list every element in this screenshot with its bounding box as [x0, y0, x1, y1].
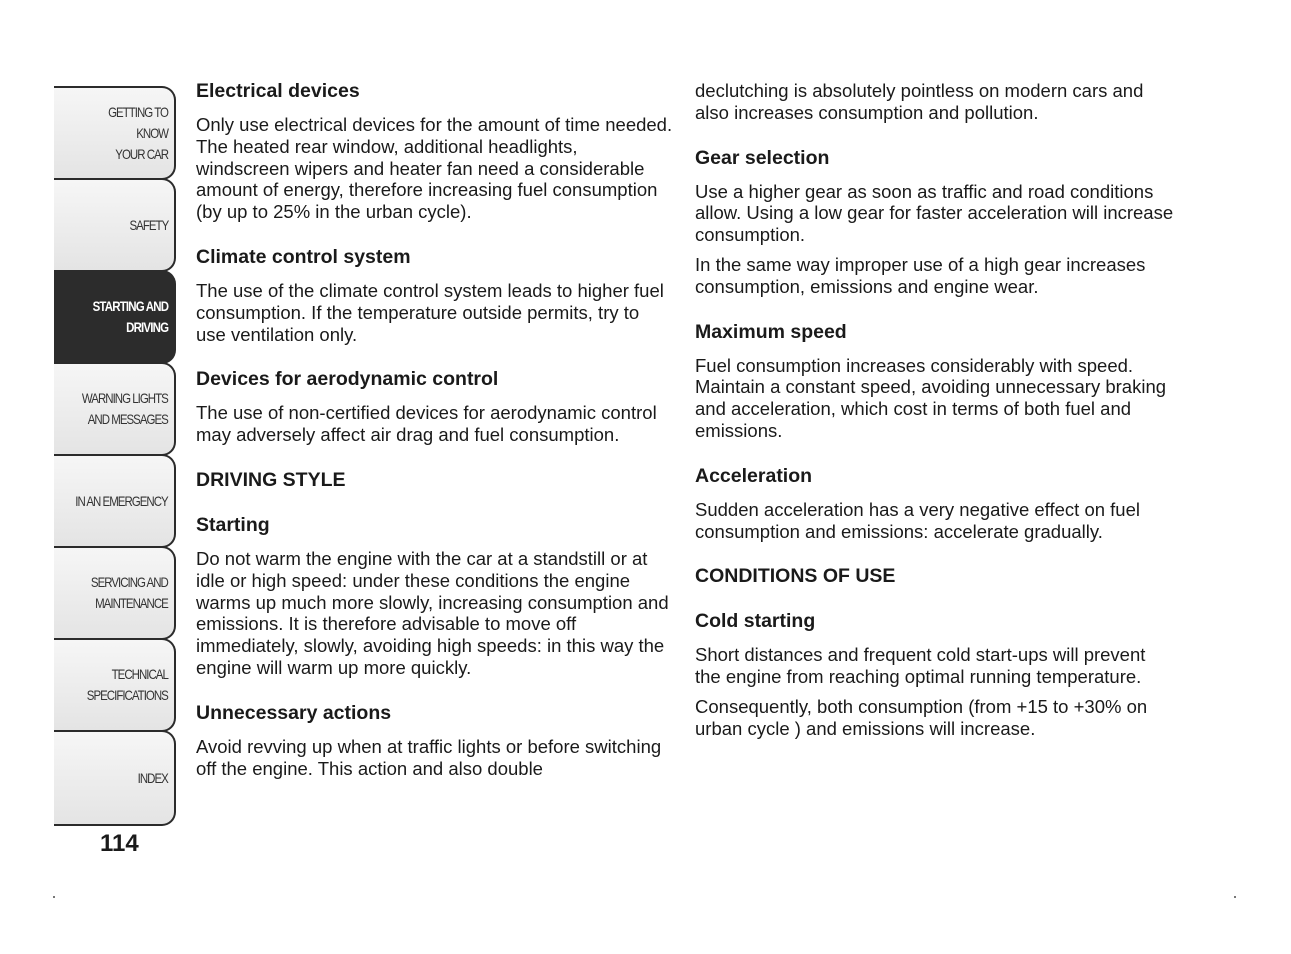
tab-in-an-emergency[interactable]	[54, 454, 176, 548]
starting-text: Do not warm the engine with the car at a standstill or at idle or high speed: under these conditions the engine warms up much more slowly, increasing consumption and emissions. It is therefore advisable to move off immediately, slowly, avoiding high speeds: in this way the engine will warm up more quickly.	[196, 547, 669, 678]
gear-selection-text-2: In the same way improper use of a high gear increases consumption, emissions and engine wear.	[695, 253, 1146, 297]
driving-style-heading: DRIVING STYLE	[196, 468, 346, 491]
unnecessary-actions-heading: Unnecessary actions	[196, 701, 392, 724]
tab-label: INDEX	[137, 769, 168, 786]
maximum-speed-heading: Maximum speed	[695, 320, 847, 343]
crop-mark	[53, 896, 55, 898]
aerodynamic-control-heading: Devices for aerodynamic control	[196, 368, 499, 391]
tab-index[interactable]	[54, 730, 176, 826]
crop-mark	[1234, 896, 1236, 898]
tab-label: SERVICING AND MAINTENANCE	[91, 574, 168, 611]
climate-control-text: The use of the climate control system leads to higher fuel consumption. If the temperature outside permits, try to use ventilation only.	[196, 279, 664, 345]
electrical-devices-text: Only use electrical devices for the amount of time needed. The heated rear window, additional headlights, windscreen wipers and heater fan need a considerable amount of energy, therefore increasing fuel consumption (by up to 25% in the urban cycle).	[196, 114, 673, 223]
cold-starting-text-1: Short distances and frequent cold start-ups will prevent the engine from reaching optimal running temperature.	[695, 644, 1146, 688]
gear-selection-text-1: Use a higher gear as soon as traffic and road conditions allow. Using a low gear for faster acceleration will increase consumption.	[695, 180, 1174, 246]
conditions-of-use-heading: CONDITIONS OF USE	[695, 565, 896, 588]
electrical-devices-heading: Electrical devices	[196, 80, 360, 102]
maximum-speed-text: Fuel consumption increases considerably with speed. Maintain a constant speed, avoiding unnecessary braking and acceleration, which cost in terms of both fuel and emissions.	[695, 354, 1167, 441]
tab-warning-lights-and-messages[interactable]	[54, 362, 176, 456]
tab-label: TECHNICAL SPECIFICATIONS	[86, 666, 168, 703]
cold-starting-text-2: Consequently, both consumption (from +15 to +30% on urban cycle ) and emissions will increase.	[695, 695, 1148, 739]
tab-label: WARNING LIGHTS AND MESSAGES	[82, 390, 168, 427]
right-column	[695, 80, 1175, 763]
left-column	[196, 80, 674, 802]
page-number: 114	[100, 830, 139, 857]
gear-selection-heading: Gear selection	[695, 146, 830, 169]
tab-starting-and-driving[interactable]	[54, 270, 176, 364]
cold-starting-heading: Cold starting	[695, 610, 816, 633]
climate-control-heading: Climate control system	[196, 245, 411, 268]
tab-label: SAFETY	[129, 216, 168, 233]
tab-label: STARTING AND DRIVING	[92, 298, 168, 335]
tab-servicing-and-maintenance[interactable]	[54, 546, 176, 640]
tab-safety[interactable]	[54, 178, 176, 272]
tab-technical-specifications[interactable]	[54, 638, 176, 732]
tab-getting-to-know-your-car[interactable]	[54, 86, 176, 180]
aerodynamic-control-text: The use of non-certified devices for aerodynamic control may adversely affect air drag and fuel consumption.	[196, 402, 657, 446]
acceleration-text: Sudden acceleration has a very negative effect on fuel consumption and emissions: accelerate gradually.	[695, 498, 1140, 542]
starting-heading: Starting	[196, 513, 270, 536]
declutching-continued-text: declutching is absolutely pointless on modern cars and also increases consumption and pollution.	[695, 80, 1144, 123]
tab-label: IN AN EMERGENCY	[75, 492, 168, 509]
chapter-tab-nav	[0, 0, 200, 954]
acceleration-heading: Acceleration	[695, 464, 813, 487]
unnecessary-actions-text: Avoid revving up when at traffic lights or before switching off the engine. This action and also double	[196, 735, 662, 779]
tab-label: GETTING TO KNOW YOUR CAR	[108, 103, 168, 162]
